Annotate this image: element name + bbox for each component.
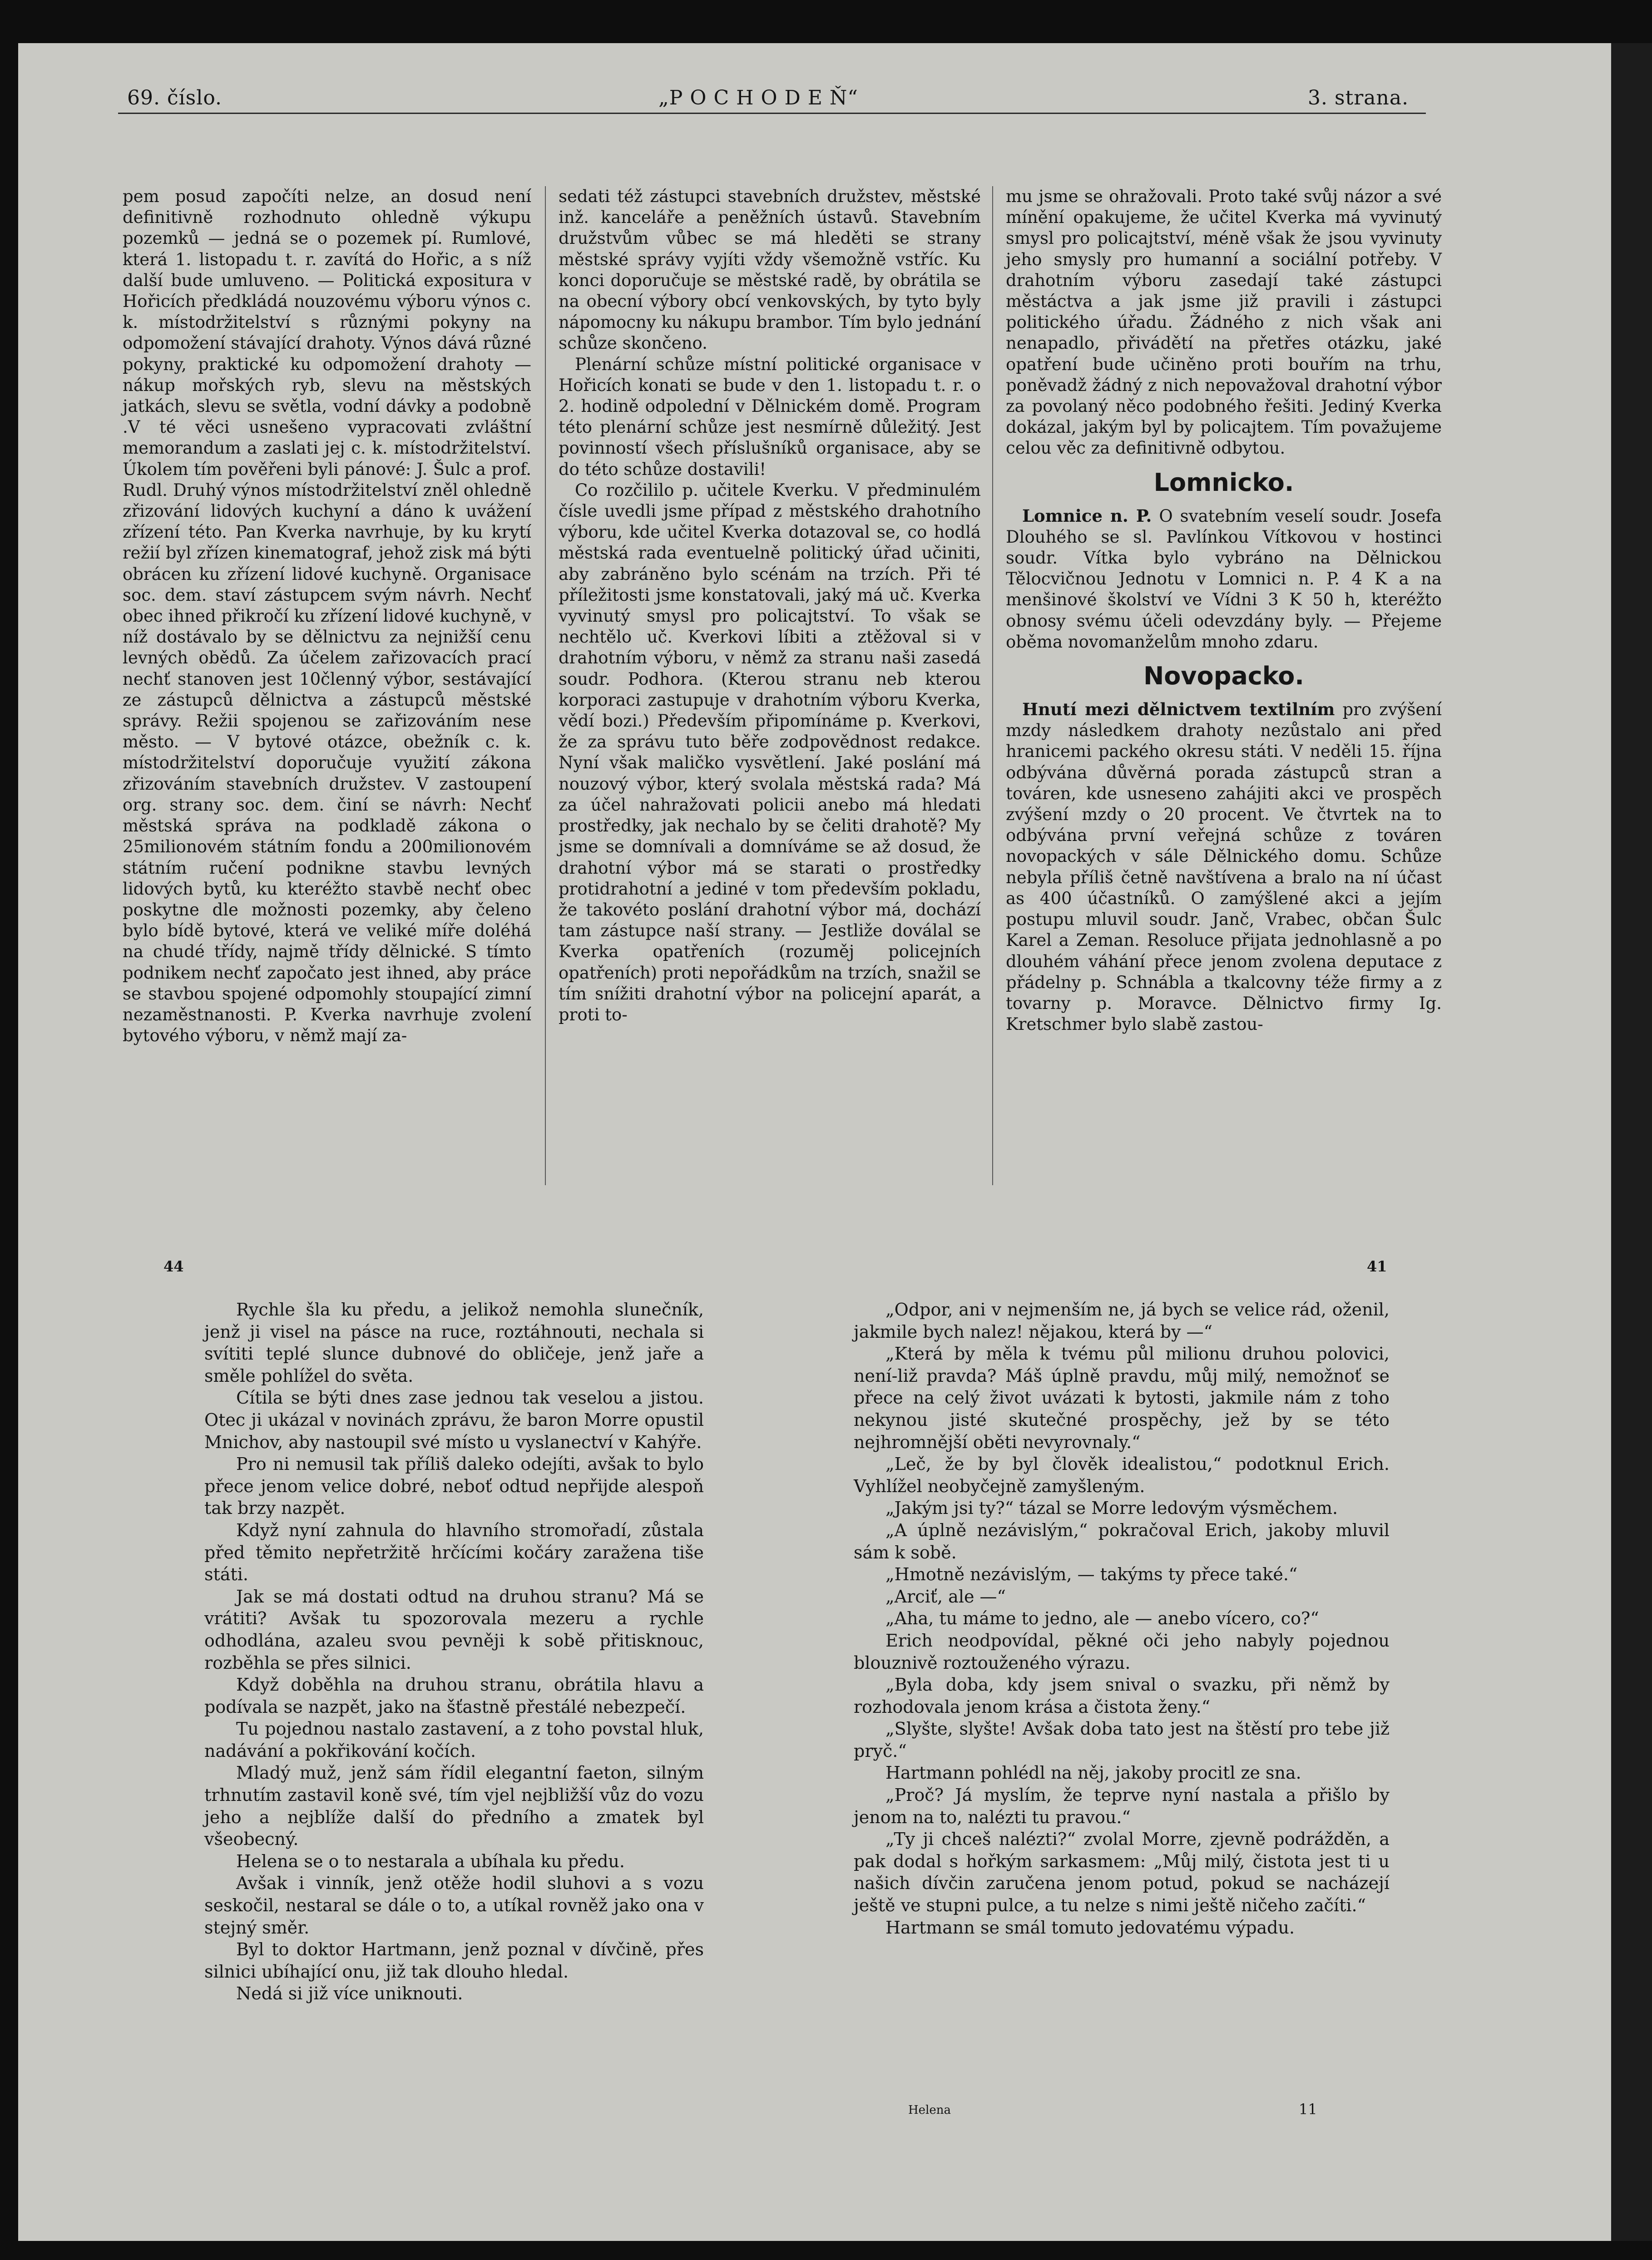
novel-paragraph: „Ty ji chceš nalézti?“ zvolal Morre, zjevně podrážděn, a pak dodal s hořkým sarkasmem: „Můj milý, čistota jest ti u našich dívčin zaručena jenom potud, pokud se nacházejí ještě ve stupni pulce, a tu nelze s nimi ještě ničeho začíti.“ (854, 1829, 1390, 1916)
novel-paragraph: Rychle šla ku předu, a jelikož nemohla slunečník, jenž ji visel na pásce na ruce, roztáhnouti, nechala si svítiti teplé slunce dubnové do obličeje, jenž jaře a směle pohlížel do světa. (204, 1300, 704, 1386)
novel-paragraph: „Hmotně nezávislým, — takýms ty přece také.“ (885, 1564, 1298, 1585)
novel-paragraph: Byl to doktor Hartmann, jenž poznal v dívčině, přes silnici ubíhající onu, již tak dlouho hledal. (204, 1939, 704, 1982)
right-page-number: 41 (1367, 1258, 1387, 1275)
novel-paragraph: „Která by měla k tvému půl milionu druhou polovici, není-liž pravda? Máš úplně pravdu, můj milý, nemožnoť se přece na celý život uvázati k bytosti, jakmile nám z toho nekynou jisté skutečné prospěchy, jež by se této nejhromnější oběti nevyrovnaly.“ (854, 1344, 1390, 1452)
col2-paragraph: sedati též zástupci stavebních družstev, městské inž. kanceláře a peněžních ústavů. Stavebním družstvům vůbec se má hleděti se strany městské správy vyjíti vždy všemožně vstříc. Ku konci doporučuje se městské radě, by obrátila se na obecní výbory obcí venkovských, by tyto byly nápomocny ku nákupu brambor. Tím bylo jednání schůze skončeno. (559, 187, 981, 353)
novel-paragraph: Cítila se býti dnes zase jednou tak veselou a jistou. Otec ji ukázal v novinách zprávu, že baron Morre opustil Mnichov, aby nastoupil své místo u vyslanectví v Kahýře. (204, 1388, 704, 1452)
novel-paragraph: Tu pojednou nastalo zastavení, a z toho povstal hluk, nadávání a pokřikování kočích. (204, 1719, 704, 1761)
column-separator (545, 186, 546, 1185)
novel-paragraph: „Odpor, ani v nejmenším ne, já bych se velice rád, oženil, jakmile bych nalez! nějakou, která by —“ (854, 1300, 1390, 1342)
col1-paragraph: pem posud započíti nelze, an dosud není definitivně rozhodnuto ohledně výkupu pozemků — jedná se o pozemek pí. Rumlové, která 1. listopadu t. r. zavítá do Hořic, a s níž další bude umluveno. — Politická expositura v Hořicích předkládá nouzovému výboru výnos c. k. místodržitelství s různými pokyny na odpomožení stávající drahoty. Výnos dává různé pokyny, praktické ku odpomožení drahoty — nákup mořských ryb, slevu na městských jatkách, slevu se světla, vodní dávky a podobně .V té věci usnešeno vypracovati zvláštní memorandum a zaslati jej c. k. místodržitelství. Úkolem tím pověřeni byli pánové: J. Šulc a prof. Rudl. Druhý výnos místodržitelství zněl ohledně zřizování lidových kuchyní a dáno k uvážení zřízení této. Pan Kverka navrhuje, by ku krytí režií byl zřízen kinematograf, jehož zisk má býti obrácen ku zřízení lidové kuchyně. Organisace soc. dem. staví zástupcem svým návrh. Nechť obec ihned přikročí ku zřízení lidové kuchyně, v níž dostávalo by se dělnictvu za nejnižší cenu levných obědů. Za účelem zařizovacích prací nechť stanoven jest 10členný výbor, sestávající ze zástupců dělnictva a zástupců městské správy. Režii spojenou se zařizováním nese město. — V bytové otázce, obežník c. k. místodržitelství doporučuje využití zákona zřizováním stavebních družstev. V zastoupení org. strany soc. dem. činí se návrh: Nechť městská správa na podkladě zákona o 25milionovém státním fondu a 200milionovém státním ručení podnikne stavbu levných lidových bytů, ku kteréžto stavbě nechť obec poskytne dle možnosti pozemky, aby čeleno bylo bídě bytové, která ve veliké míře doléhá na chudé třídy, najmě třídy dělnické. S tímto podnikem nechť započato jest ihned, aby práce se stavbou spojené odpomohly stoupající zimní nezaměstnanosti. P. Kverka navrhuje zvolení bytového výboru, v němž mají za- (123, 187, 531, 1046)
footer-title: Helena (908, 2103, 951, 2117)
novel-paragraph: „A úplně nezávislým,“ pokračoval Erich, jakoby mluvil sám k sobě. (854, 1520, 1390, 1563)
left-page-number: 44 (163, 1258, 184, 1275)
novel-left-page (204, 1299, 704, 2005)
novo-lead: Hnutí mezi dělnictvem textilním (1022, 699, 1335, 720)
scan-edge (1611, 43, 1652, 2241)
novel-paragraph: „Slyšte, slyšte! Avšak doba tato jest na štěstí pro tebe již pryč.“ (854, 1719, 1390, 1761)
issue-number: 69. číslo. (127, 86, 223, 109)
column-separator (992, 186, 993, 1185)
novel-paragraph: „Jakým jsi ty?“ tázal se Morre ledovým výsměchem. (885, 1498, 1338, 1518)
novel-paragraph: Když nyní zahnula do hlavního stromořadí, zůstala před těmito nepřetržitě hrčícími kočáry zaražena tiše státi. (204, 1520, 704, 1585)
newspaper-title: „P O C H O D E Ň“ (658, 86, 858, 109)
section-heading-novopacko: Novopacko. (1143, 662, 1304, 691)
novel-paragraph: Hartmann pohlédl na něj, jakoby procitl ze sna. (885, 1763, 1301, 1783)
col3-paragraph (1006, 505, 1442, 653)
novel-paragraph: „Byla doba, kdy jsem snival o svazku, při němž by rozhodovala jenom krása a čistota ženy.“ (854, 1675, 1390, 1717)
novel-paragraph: Pro ni nemusil tak příliš daleko odejíti, avšak to bylo přece jenom velice dobré, neboť odtud nepřijde alespoň tak brzy nazpět. (204, 1454, 704, 1518)
novel-paragraph: „Arciť, ale —“ (885, 1586, 1006, 1607)
novel-paragraph: „Aha, tu máme to jedno, ale — anebo vícero, co?“ (885, 1608, 1319, 1629)
novel-right-page (854, 1299, 1390, 1939)
column-3 (1006, 186, 1442, 1035)
novel-paragraph: Mladý muž, jenž sám řídil elegantní faeton, silným trhnutím zastavil koně své, tím vjel nejbližší vůz do vozu jeho a nejblíže další do předního a zmatek byl všeobecný. (204, 1763, 704, 1850)
novel-paragraph: Hartmann se smál tomuto jedovatému výpadu. (885, 1917, 1295, 1938)
novel-paragraph: „Leč, že by byl člověk idealistou,“ podotknul Erich. Vyhlížel neobyčejně zamyšleným. (854, 1454, 1390, 1496)
novel-paragraph: Když doběhla na druhou stranu, obrátila hlavu a podívala se nazpět, jako na šťastně přestálé nebezpečí. (204, 1675, 704, 1717)
column-2 (559, 186, 981, 1025)
novo-text: pro zvýšení mzdy následkem drahoty nezůstalo ani před hranicemi packého okresu státi. V neděli 15. října odbývána důvěrná porada zástupců stran a továren, kde usneseno zahájiti akci ve prospěch zvýšení mzdy o 20 procent. Ve čtvrtek na to odbývána první veřejná schůze z továren novopackých v sále Dělnického domu. Schůze nebyla příliš četně navštívena a bralo na ní účast as 400 účastníků. O zamýšlené akci a jejím postupu mluvil soudr. Janč, Vrabec, občan Šulc Karel a Zeman. Resoluce přijata jednohlasně a po dlouhém váhání přece jenom zvolena deputace z přádelny p. Schnábla a tkalcovny téže firmy a z tovarny p. Moravce. Dělnictvo firmy Ig. Kretschmer bylo slabě zastou- (1006, 700, 1442, 1034)
lomnice-text: O svatebním veselí soudr. Josefa Dlouhého se sl. Pavlínkou Vítkovou v hostinci soudr. Vítka bylo vybráno na Dělnickou Tělocvičnou Jednotu v Lomnici n. P. 4 K a na menšinové školství ve Vídni 3 K 50 h, kteréžto obnosy svému účeli odevzdány byly. — Přejeme oběma novomanželům mnoho zdaru. (1006, 506, 1442, 652)
novel-paragraph: Erich neodpovídal, pěkné oči jeho nabyly pojednou blouznivě roztouženého výrazu. (854, 1630, 1390, 1673)
col2-paragraph: Plenární schůze místní politické organisace v Hořicích konati se bude v den 1. listopadu t. r. o 2. hodině odpolední v Dělnickém domě. Program této plenární schůze jest nesmírně důležitý. Jest povinností všech příslušníků organisace, aby se do této schůze dostavili! (559, 354, 981, 479)
header-rule (118, 113, 1426, 114)
page-number: 3. strana. (1308, 86, 1409, 109)
lomnice-lead: Lomnice n. P. (1022, 505, 1152, 526)
col3-paragraph: mu jsme se ohražovali. Proto také svůj názor a své mínění opakujeme, že učitel Kverka má vyvinutý smysl pro policajtství, méně však že jsou vyvinuty jeho smysly pro humanní a sociální potřeby. V drahotním výboru zasedají také zástupci městáctva a jak jsme již pravili i zástupci politického úřadu. Žádného z nich však ani nenapadlo, přivádětí na přetřes otázku, jaké opatření bude učiněno proti bouřím na trhu, poněvadž žádný z nich nepovažoval drahotní výbor za povolaný něco podobného řešiti. Jediný Kverka dokázal, jakým byl by policajtem. Tím považujeme celou věc za definitivně odbytou. (1006, 187, 1442, 458)
novel-paragraph: Jak se má dostati odtud na druhou stranu? Má se vrátiti? Avšak tu spozorovala mezeru a rychle odhodlána, azaleu svou pevněji k sobě přitisknouc, rozběhla se přes silnici. (204, 1586, 704, 1673)
col2-paragraph: Co rozčililo p. učitele Kverku. V předminulém čísle uvedli jsme případ z městského drahotního výboru, kde učitel Kverka dotazoval se, co hodlá městská rada eventuelně politický úřad učiniti, aby zabráněno bylo scénám na trzích. Při té příležitosti jsme konstatovali, jaký má uč. Kverka vyvinutý smysl pro policajtství. To však se nechtělo uč. Kverkovi líbiti a ztěžoval si v drahotním výboru, v němž za stranu naši zasedá soudr. Podhora. (Kterou stranu neb kterou korporaci zastupuje v drahotním výboru Kverka, vědí bozi.) Především připomínáme p. Kverkovi, že za správu tuto běře zodpovědnost redakce. Nyní však maličko vysvětlení. Jaké poslání má nouzový výbor, který svolala městská rada? Má za účel nahražovati policii anebo má hledati prostředky, jak nechalo by se čeliti drahotě? My jsme se domnívali a domníváme se až dosud, že drahotní výbor má se starati o prostředky protidrahotní a jediné v tom především pokladu, že takovéto poslání drahotní výbor má, dochází tam zástupce naší strany. — Jestliže doválal se Kverka opatřeních (rozuměj policejních opatřeních) proti nepořádkům na trzích, snažil se tím snížiti drahotní výbor na policejní aparát, a proti to- (559, 480, 981, 1024)
column-1 (123, 186, 531, 1046)
novel-paragraph: Helena se o to nestarala a ubíhala ku předu. (236, 1851, 625, 1871)
section-heading-lomnicko: Lomnicko. (1153, 468, 1294, 497)
novel-paragraph: Avšak i vinník, jenž otěže hodil sluhovi a s vozu seskočil, nestaral se dále o to, a utíkal rovněž jako ona v stejný směr. (204, 1873, 704, 1938)
novel-paragraph: Nedá si již více uniknouti. (236, 1983, 463, 2004)
footer-page-number: 11 (1299, 2101, 1317, 2118)
col3-paragraph (1006, 699, 1442, 1035)
novel-paragraph: „Proč? Já myslím, že teprve nyní nastala a přišlo by jenom na to, nalézti tu pravou.“ (854, 1785, 1390, 1827)
